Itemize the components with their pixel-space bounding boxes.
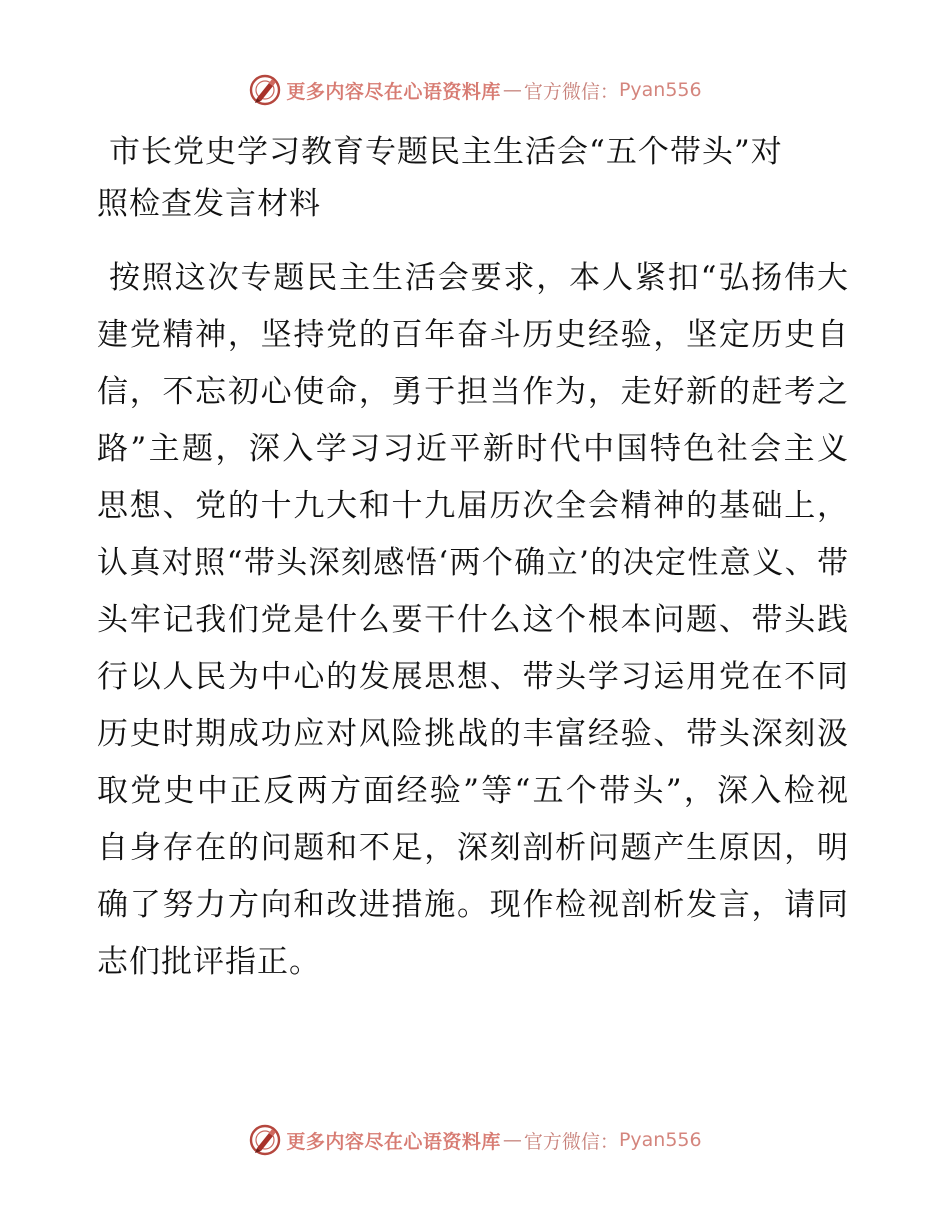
document-title: 市长党史学习教育专题民主生活会“五个带头”对照检查发言材料 <box>97 134 783 222</box>
pen-logo-icon <box>248 73 282 107</box>
wechat-id: Pyan556 <box>618 79 702 101</box>
banner-separator: — <box>502 1129 522 1151</box>
site-name-text: 更多内容尽在心语资料库 <box>286 1130 501 1153</box>
pen-logo-icon <box>248 1123 282 1157</box>
body-paragraph: 按照这次专题民主生活会要求，本人紧扣“弘扬伟大建党精神，坚持党的百年奋斗历史经验，坚定历史自信，不忘初心使命，勇于担当作为，走好新的赶考之路”主题，深入学习习近平新时代中国特色社会主义思想、党的十九大和十九届历次全会精神的基础上，认真对照“带头深刻感悟‘两个确立’的决定性意义、带头牢记我们党是什么要干什么这个根本问题、带头践行以人民为中心的发展思想、带头学习运用党在不同历史时期成功应对风险挑战的丰富经验、带头深刻汲取党史中正反两方面经验”等“五个带头”，深入检视自身存在的问题和不足，深刻剖析问题产生原因，明确了努力方向和改进措施。现作检视剖析发言，请同志们批评指正。 <box>97 260 849 980</box>
header-watermark-banner <box>0 70 950 110</box>
footer-watermark-banner <box>0 1120 950 1160</box>
wechat-id: Pyan556 <box>618 1129 702 1151</box>
banner-separator: — <box>502 79 522 101</box>
site-name-text: 更多内容尽在心语资料库 <box>286 80 501 103</box>
wechat-label: 官方微信： <box>523 80 619 103</box>
wechat-label: 官方微信： <box>523 1130 619 1153</box>
